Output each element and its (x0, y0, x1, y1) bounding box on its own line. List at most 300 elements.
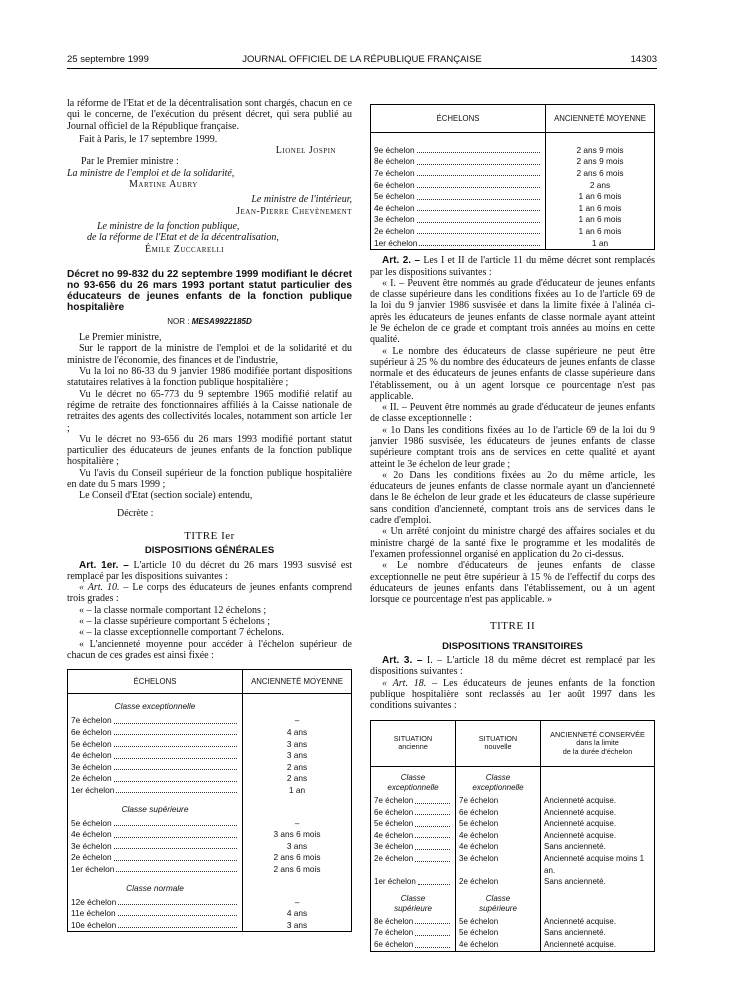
anciennete-value: 4 ans (286, 908, 308, 919)
table-row (68, 762, 352, 774)
article-2-label: Art. 2. – (382, 255, 421, 267)
dot-leader (417, 191, 540, 199)
anciennete-value: 1 an 6 mois (578, 191, 622, 202)
table-row (371, 168, 655, 180)
echelon-cell (71, 829, 239, 840)
echelon (371, 168, 546, 180)
article-2-paragraph-1: « I. – Peuvent être nommés au grade d'éducateur de jeunes enfants de classe supérieure dans les conditions fixées au 1o de l'article 69 de la loi du 9 janvier 1986 susvisée et dans la limite fixée à l'alinéa ci-après les éducateurs de jeunes enfants de classe normale ayant atteint le 9e échelon de ce grade et comptant trois années au moins en cette qualité. (370, 277, 655, 346)
echelon (68, 727, 243, 739)
echelon-cell (71, 750, 239, 761)
dot-leader (114, 829, 237, 837)
table-row (68, 785, 352, 797)
echelons-table-left (67, 669, 352, 932)
visa-conseil-etat: Le Conseil d'Etat (section sociale) entendu, (79, 490, 253, 502)
echelon-label: 10e échelon (71, 919, 117, 930)
dot-leader (415, 841, 450, 850)
echelon-label: 5e échelon (374, 819, 414, 829)
article-3 (370, 655, 655, 678)
echelon-cell (71, 762, 239, 773)
table-row (68, 908, 352, 920)
intro-paragraph: la réforme de l'Etat et de la décentralisation sont chargés, chacun en ce qui le concerne, de l'exécution du présent décret, qui sera publié au Journal officiel de la République française. (67, 98, 352, 132)
echelon-cell (374, 876, 452, 888)
fait-line: Fait à Paris, le 17 septembre 1999. (79, 133, 218, 145)
echelon (68, 750, 243, 762)
echelon-label: 7e échelon (374, 928, 414, 938)
echelon-cell (71, 908, 239, 919)
col-situation-nouvelle (456, 720, 541, 767)
table-row (371, 807, 655, 819)
dot-leader (114, 750, 237, 758)
dot-leader (114, 773, 237, 781)
anciennete-value: 1 an (591, 237, 609, 248)
ministre-fp-title: Le ministre de la fonction publique, (97, 220, 240, 232)
echelon (68, 841, 243, 853)
echelon-cell (374, 830, 452, 842)
echelon (371, 238, 546, 250)
decret-title: Décret no 99-832 du 22 septembre 1999 modifiant le décret no 93-656 du 26 mars 1993 portant statut particulier des éducateurs de jeunes enfants de la fonction publique hospitalière (67, 268, 352, 313)
new-situation: 4e échelon (456, 939, 541, 951)
anciennete-conservee: Ancienneté acquise. (544, 819, 617, 829)
table-row (68, 727, 352, 739)
section-new-l2: supérieure (479, 903, 517, 913)
echelon-label: 3e échelon (71, 840, 112, 851)
par-premier-ministre: Par le Premier ministre : (81, 156, 179, 168)
anciennete-value: – (294, 896, 300, 907)
dot-leader (417, 203, 540, 211)
echelon-label: 3e échelon (71, 761, 112, 772)
article-2-paragraph-4: « 1o Dans les conditions fixées au 1o de l'article 69 de la loi du 9 janvier 1986 susvisée, les éducateurs de jeunes enfants de classe supérieure comptant trois ans de services en cette qualité et ayant atteint le 3e échelon de leur grade ; (370, 424, 655, 470)
echelon-cell (71, 920, 239, 931)
section-new-l2: exceptionnelle (472, 783, 524, 793)
echelon (68, 762, 243, 774)
echelon-cell (71, 739, 239, 750)
table-row (371, 853, 655, 876)
dot-leader (415, 795, 450, 804)
journal-title: JOURNAL OFFICIEL DE LA RÉPUBLIQUE FRANÇAISE (242, 54, 482, 65)
echelon-cell (71, 841, 239, 852)
echelon-label: 6e échelon (71, 727, 112, 738)
dot-leader (415, 939, 450, 948)
anciennete-value: 2 ans 6 mois (273, 864, 321, 874)
anciennete-value: 3 ans (286, 750, 308, 761)
new-situation: 5e échelon (456, 818, 541, 830)
col-anciennete-conservee (541, 720, 655, 767)
section-title: Classe supérieure (68, 797, 243, 818)
echelon-cell (374, 226, 542, 237)
dot-leader (417, 145, 540, 153)
header-rule (67, 68, 657, 69)
col-situation-ancienne (371, 720, 456, 767)
table-row (68, 864, 352, 876)
section-superieure (371, 888, 655, 916)
page-number: 14303 (630, 54, 657, 65)
echelon-label: 4e échelon (374, 830, 414, 840)
col-anciennete: ANCIENNETÉ MOYENNE (546, 105, 655, 133)
titre-2: TITRE II (489, 620, 536, 633)
new-situation: 6e échelon (456, 807, 541, 819)
dot-leader (118, 908, 237, 916)
section-old (371, 888, 456, 916)
echelon (68, 715, 243, 727)
echelon (68, 785, 243, 797)
section-exceptionnelle (371, 767, 655, 796)
table-row (68, 773, 352, 785)
left-column (67, 98, 352, 932)
col-anciennete-conservee-sub1: dans la limite (576, 738, 619, 748)
ministre-fp-title-2: de la réforme de l'Etat et de la décentralisation, (87, 232, 279, 244)
col-anciennete: ANCIENNETÉ MOYENNE (243, 670, 352, 694)
section-blank (243, 694, 352, 716)
section-old-l2: exceptionnelle (387, 783, 439, 793)
article-2 (370, 255, 655, 278)
article-1-text: L'article 10 du décret du 26 mars 1993 susvisé est remplacé par les dispositions suivantes : (67, 559, 352, 582)
signer-chevenement: Jean-Pierre Chevènement (236, 205, 352, 217)
grade-superieure: « – la classe supérieure comportant 5 échelons ; (79, 615, 271, 627)
article-2-paragraph-3: « II. – Peuvent être nommés au grade d'éducateur de jeunes enfants de classe exceptionnelle : (370, 402, 655, 425)
echelon-cell (374, 191, 542, 202)
echelon-label: 5e échelon (71, 817, 112, 828)
new-situation: 3e échelon (456, 853, 541, 876)
echelon (371, 145, 546, 157)
echelon-label: 1er échelon (71, 864, 115, 874)
echelon-cell (374, 795, 452, 807)
echelon-label: 1er échelon (374, 237, 418, 248)
echelon-label: 8e échelon (374, 156, 415, 167)
table-row (371, 145, 655, 157)
anciennete-value: 2 ans (589, 179, 611, 190)
echelon-cell (374, 238, 542, 249)
new-situation: 5e échelon (456, 916, 541, 928)
old-situation (371, 818, 456, 830)
table-row (371, 876, 655, 888)
echelon-cell (71, 785, 239, 796)
echelon (371, 180, 546, 192)
dot-leader (418, 876, 450, 885)
nor-value: MESA9922185D (191, 316, 252, 326)
dot-leader (417, 156, 540, 164)
dot-leader (415, 818, 450, 827)
section-title: Classe exceptionnelle (68, 694, 243, 716)
anciennete-conservee: Sans ancienneté. (544, 842, 606, 852)
echelon-cell (71, 773, 239, 784)
echelon-cell (71, 897, 239, 908)
titre-1: TITRE Ier (184, 529, 235, 542)
table-row (371, 156, 655, 168)
table-row (371, 191, 655, 203)
new-situation: 4e échelon (456, 830, 541, 842)
decrete: Décrète : (117, 507, 154, 519)
echelon (68, 852, 243, 864)
anciennete-conservee: Ancienneté acquise. (544, 916, 617, 926)
echelon (68, 818, 243, 830)
anciennete-conservee: Ancienneté acquise. (544, 830, 617, 840)
echelon-cell (374, 203, 542, 214)
echelon (68, 739, 243, 751)
reclassement-table (370, 720, 655, 952)
echelon (371, 156, 546, 168)
col-echelons: ÉCHELONS (68, 670, 243, 694)
visa-premier-ministre: Le Premier ministre, (79, 332, 162, 344)
article-2-text: Les I et II de l'article 11 du même décret sont remplacés par les dispositions suivantes : (370, 255, 655, 278)
article-18 (370, 678, 655, 712)
old-situation (371, 841, 456, 853)
table-section-header (68, 797, 352, 818)
right-column (370, 104, 655, 952)
anciennete-value: – (294, 817, 300, 828)
dot-leader (118, 920, 237, 928)
dot-leader (114, 852, 237, 860)
dot-leader (415, 830, 450, 839)
echelon (68, 829, 243, 841)
table-row (371, 927, 655, 939)
table-row (371, 939, 655, 951)
echelon-cell (374, 841, 452, 853)
col-anciennete-conservee-sub2: de la durée d'échelon (562, 746, 633, 756)
echelon (371, 203, 546, 215)
echelon-label: 9e échelon (374, 144, 415, 155)
dot-leader (114, 739, 237, 747)
dot-leader (114, 762, 237, 770)
anciennete-value: 1 an 6 mois (578, 202, 622, 213)
col-anciennete-conservee-title: ANCIENNETÉ CONSERVÉE (550, 729, 645, 739)
echelon-cell (374, 180, 542, 191)
spacer-cell (371, 133, 546, 145)
echelon-label: 8e échelon (374, 916, 414, 926)
table-row (371, 203, 655, 215)
anciennete-value: 2 ans 9 mois (576, 156, 624, 167)
section-old (371, 767, 456, 796)
echelon-label: 7e échelon (71, 715, 112, 726)
echelon-label: 5e échelon (374, 191, 415, 202)
article-10-text: Le corps des éducateurs de jeunes enfants comprend trois grades : (67, 582, 353, 605)
dot-leader (116, 864, 237, 872)
table-section-header (68, 876, 352, 897)
echelon-label: 3e échelon (374, 214, 415, 225)
table-row (68, 920, 352, 932)
table-row (371, 238, 655, 250)
echelon-cell (71, 818, 239, 829)
echelon (371, 214, 546, 226)
article-1 (67, 560, 352, 583)
table-row (371, 841, 655, 853)
old-situation (371, 927, 456, 939)
spacer-cell (546, 133, 655, 145)
dot-leader (415, 853, 450, 862)
dot-leader (114, 715, 237, 723)
visa-rapport: Sur le rapport de la ministre de l'emploi et de la solidarité et du ministre de l'économie, des finances et de l'industrie, (67, 343, 352, 366)
echelon-label: 2e échelon (71, 773, 112, 784)
echelon-cell (374, 156, 542, 167)
anciennete-value: 3 ans (286, 738, 308, 749)
dot-leader (415, 807, 450, 816)
old-situation (371, 830, 456, 842)
echelon-cell (374, 818, 452, 830)
echelon-label: 6e échelon (374, 939, 414, 949)
anciennete-value: 1 an 6 mois (578, 226, 622, 237)
table-spacer (371, 133, 655, 145)
grade-exceptionnelle: « – la classe exceptionnelle comportant 7 échelons. (79, 627, 284, 639)
dot-leader (114, 818, 237, 826)
grade-normale: « – la classe normale comportant 12 échelons ; (79, 604, 267, 616)
echelon-cell (374, 939, 452, 951)
echelon (68, 897, 243, 909)
section-new (456, 888, 541, 916)
echelon (68, 773, 243, 785)
col-situation-ancienne-title: SITUATION (393, 733, 433, 743)
anciennete-conservee: Ancienneté acquise. (544, 796, 617, 806)
echelon-label: 5e échelon (71, 738, 112, 749)
section-new (456, 767, 541, 796)
old-situation (371, 795, 456, 807)
visa-decret-93-656: Vu le décret no 93-656 du 26 mars 1993 modifié portant statut particulier des éducateurs de jeunes enfants de la fonction publique hospitalière ; (67, 433, 352, 468)
old-situation (371, 916, 456, 928)
article-18-label: « Art. 18. – (382, 677, 438, 689)
visa-loi-86-33: Vu la loi no 86-33 du 9 janvier 1986 modifiée portant dispositions statutaires relatives à la fonction publique hospitalière ; (67, 366, 352, 389)
echelon-label: 11e échelon (71, 908, 116, 919)
article-2-paragraph-7: « Le nombre d'éducateurs de jeunes enfants de classe exceptionnelle ne peut être supérieur à 15 % de l'effectif du corps des éducateurs de jeunes enfants dans l'établissement, ou à un agent lorsque ce pourcentage n'est pas applicable. » (370, 560, 655, 606)
anciennete-conservee: Ancienneté acquise moins 1 an. (544, 853, 645, 875)
table-row (371, 830, 655, 842)
echelon-label: 4e échelon (374, 202, 415, 213)
signer-zuccarelli: Émile Zuccarelli (145, 243, 225, 255)
echelon-label: 1er échelon (374, 877, 416, 887)
anciennete-conservee: Ancienneté acquise. (544, 807, 617, 817)
echelon-label: 7e échelon (374, 796, 414, 806)
new-situation: 7e échelon (456, 795, 541, 807)
signer-aubry: Martine Aubry (129, 179, 198, 191)
echelon-cell (71, 852, 239, 863)
echelon-cell (71, 864, 239, 875)
ministre-emploi-title: La ministre de l'emploi et de la solidarité, (67, 167, 235, 179)
nor-line (67, 316, 352, 327)
dot-leader (419, 238, 540, 246)
echelon-label: 1er échelon (71, 785, 115, 796)
dot-leader (114, 841, 237, 849)
article-18-text: Les éducateurs de jeunes enfants de la fonction publique hospitalière sont reclassés au 1er août 1997 dans les conditions suivantes : (370, 677, 655, 712)
echelon-label: 6e échelon (374, 807, 414, 817)
old-situation (371, 807, 456, 819)
dot-leader (417, 214, 540, 222)
echelon-label: 3e échelon (374, 842, 414, 852)
nor-label: NOR : (167, 316, 190, 326)
col-situation-nouvelle-title: SITUATION (478, 733, 518, 743)
anciennete-value: 1 an (288, 785, 306, 796)
table-row (68, 750, 352, 762)
echelon (68, 864, 243, 876)
anciennete-value: 2 ans (286, 761, 308, 772)
section-blank (541, 767, 655, 796)
anciennete-conservee: Sans ancienneté. (544, 928, 606, 938)
anciennete-value: 2 ans (286, 773, 308, 784)
dot-leader (114, 727, 237, 735)
anciennete-value: – (294, 715, 300, 726)
dot-leader (415, 916, 450, 925)
new-situation: 2e échelon (456, 876, 541, 888)
col-echelons: ÉCHELONS (371, 105, 546, 133)
dispositions-generales: DISPOSITIONS GÉNÉRALES (144, 545, 275, 557)
dot-leader (417, 226, 540, 234)
section-blank (243, 876, 352, 897)
anciennete-value: 2 ans 6 mois (576, 168, 624, 179)
section-blank (541, 888, 655, 916)
section-blank (243, 797, 352, 818)
echelon (371, 226, 546, 238)
echelon (371, 191, 546, 203)
echelon-cell (374, 807, 452, 819)
anciennete-value: 2 ans 6 mois (273, 852, 321, 863)
anciennete-intro: « L'ancienneté moyenne pour accéder à l'échelon supérieur de chacun de ces grades est ainsi fixée : (67, 638, 352, 661)
old-situation (371, 939, 456, 951)
anciennete-value: 3 ans (286, 840, 308, 851)
echelon-label: 2e échelon (71, 852, 112, 863)
section-old-l1: Classe (400, 773, 426, 783)
new-situation: 5e échelon (456, 927, 541, 939)
article-2-paragraph-6: « Un arrêté conjoint du ministre chargé des affaires sociales et du ministre chargé de la santé fixe le programme et les modalités de l'examen professionnel organisé en application du 2o ci-dessus. (370, 526, 655, 560)
table-row (68, 715, 352, 727)
table-row (371, 795, 655, 807)
section-new-l1: Classe (485, 893, 511, 903)
table-row (371, 916, 655, 928)
echelon-cell (374, 927, 452, 939)
table-row (68, 829, 352, 841)
article-2-paragraph-5: « 2o Dans les conditions fixées au 2o du même article, les éducateurs de jeunes enfants de classe normale ayant un d'ancienneté dans le 8e échelon de leur grade et les éducateurs de classe supérieure sans condition d'ancienneté, comptant trois ans de services dans le cadre d'emploi. (370, 469, 655, 527)
anciennete-conservee: Sans ancienneté. (544, 877, 606, 887)
section-title: Classe normale (68, 876, 243, 897)
echelon-label: 4e échelon (71, 829, 112, 840)
table-row (68, 841, 352, 853)
table-row (68, 739, 352, 751)
table-section-header (68, 694, 352, 716)
new-situation: 4e échelon (456, 841, 541, 853)
dot-leader (118, 897, 237, 905)
section-new-l1: Classe (485, 773, 511, 783)
echelon-cell (71, 727, 239, 738)
echelon-cell (71, 715, 239, 726)
echelon-label: 12e échelon (71, 896, 117, 907)
anciennete-value: 2 ans 9 mois (576, 144, 624, 155)
echelon-label: 7e échelon (374, 168, 415, 179)
table-row (68, 852, 352, 864)
section-old-l2: supérieure (394, 903, 432, 913)
table-row (371, 226, 655, 238)
dot-leader (417, 168, 540, 176)
dot-leader (417, 180, 540, 188)
echelon-cell (374, 214, 542, 225)
header-date: 25 septembre 1999 (67, 54, 149, 65)
visa-conseil-superieur: Vu l'avis du Conseil supérieur de la fonction publique hospitalière en date du 5 mars 1999 ; (67, 467, 352, 491)
article-1-label: Art. 1er. – (79, 559, 129, 571)
dispositions-transitoires: DISPOSITIONS TRANSITOIRES (442, 640, 583, 652)
echelon-cell (374, 853, 452, 865)
anciennete-conservee: Ancienneté acquise. (544, 939, 617, 949)
col-situation-nouvelle-sub: nouvelle (484, 742, 512, 752)
table-row (68, 818, 352, 830)
echelon (68, 920, 243, 932)
dot-leader (116, 785, 237, 793)
article-3-text: I. – L'article 18 du même décret est remplacé par les dispositions suivantes : (370, 655, 655, 678)
table-row (68, 897, 352, 909)
echelon-cell (374, 168, 542, 179)
table-row (371, 180, 655, 192)
article-10-label: « Art. 10. – (79, 582, 129, 594)
echelon-label: 2e échelon (374, 853, 414, 863)
table-row (371, 818, 655, 830)
echelon-label: 4e échelon (71, 750, 112, 761)
article-3-label: Art. 3. – (382, 655, 423, 667)
ministre-interieur-title: Le ministre de l'intérieur, (251, 194, 352, 206)
old-situation (371, 876, 456, 888)
old-situation (371, 853, 456, 876)
